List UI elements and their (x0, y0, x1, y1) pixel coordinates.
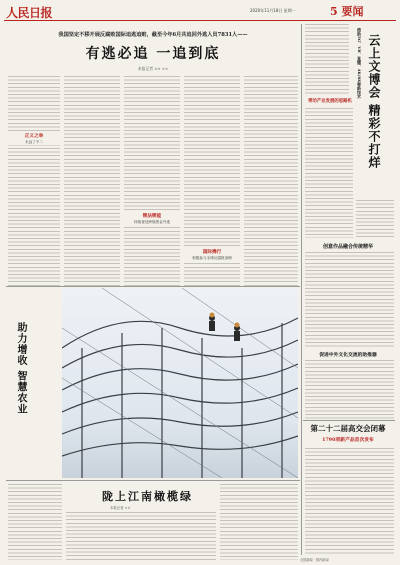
subhead-method-sub: 持续查处跨境资金外逃 (124, 220, 180, 225)
greenhouse-photo (62, 288, 298, 478)
sidebar-column-top (305, 24, 349, 96)
main-kicker: 我国坚定不移开展反腐败国际追逃追赃，截至今年6月共追回外逃人员7831人—— (58, 32, 248, 38)
sidebar-divider (303, 420, 395, 421)
feature-column-1 (8, 484, 62, 560)
feature-byline: 本报记者 ×× (110, 506, 131, 510)
feature-title: 陇上江南橄榄绿 (102, 490, 193, 503)
section-label: 5 要闻 (330, 5, 364, 18)
hitech-fair-heading (304, 423, 392, 443)
hitech-fair-subtitle: 1790项新产品首次发布 (322, 437, 374, 443)
article-column-3 (124, 76, 180, 286)
sidebar-head-exchange: 促进中外文化交流的助推器 (319, 352, 377, 358)
sidebar-rule (301, 24, 302, 555)
sidebar-title: 云上文博会 精彩不打烊 (367, 34, 381, 170)
sidebar-subhead: 带动产业发展的思路机 (308, 99, 352, 104)
subhead-international-sub: 积极参与全球反腐败治理 (184, 256, 240, 261)
page-footer: 全国新闻 · 国内新闻 (300, 558, 329, 562)
main-headline: 有逃必追 一追到底 (85, 46, 221, 62)
subhead-justice-sub: 永远了不二 (8, 140, 60, 145)
article-column-1 (8, 76, 60, 286)
subhead-international: 国际携行 (184, 248, 240, 256)
photo-divider (6, 480, 300, 481)
sidebar-column-mid-2 (356, 200, 394, 238)
sidebar-column-mid (305, 108, 353, 238)
section-divider (6, 286, 300, 287)
masthead-logo: 人民日报 (6, 6, 53, 20)
hitech-fair-title: 第二十二届高交会闭幕 (310, 424, 386, 433)
subhead-method: 锲法锲能 (124, 212, 180, 220)
feature-column-3 (66, 512, 216, 560)
article-column-5 (244, 76, 298, 286)
sidebar-head-creative: 创意作品融合传统精华 (322, 244, 373, 250)
article-column-2 (64, 76, 120, 286)
dateline: 2020年11月18日 星期一 (250, 8, 296, 13)
sidebar-column-exchange (305, 360, 394, 420)
main-byline: 本报记者 ×× ×× (137, 66, 169, 71)
subhead-justice: 正义之举 (8, 132, 60, 140)
sidebar-kicker: 借助5G、VR、直播、4K/8K等新技术 (357, 28, 362, 99)
sidebar-column-bottom (305, 448, 394, 554)
header-rule (4, 20, 396, 21)
feature-column-2 (220, 484, 298, 560)
feature-vertical-title: 助力增收 智慧农业 (15, 322, 26, 415)
sidebar-column-creative (305, 252, 394, 348)
